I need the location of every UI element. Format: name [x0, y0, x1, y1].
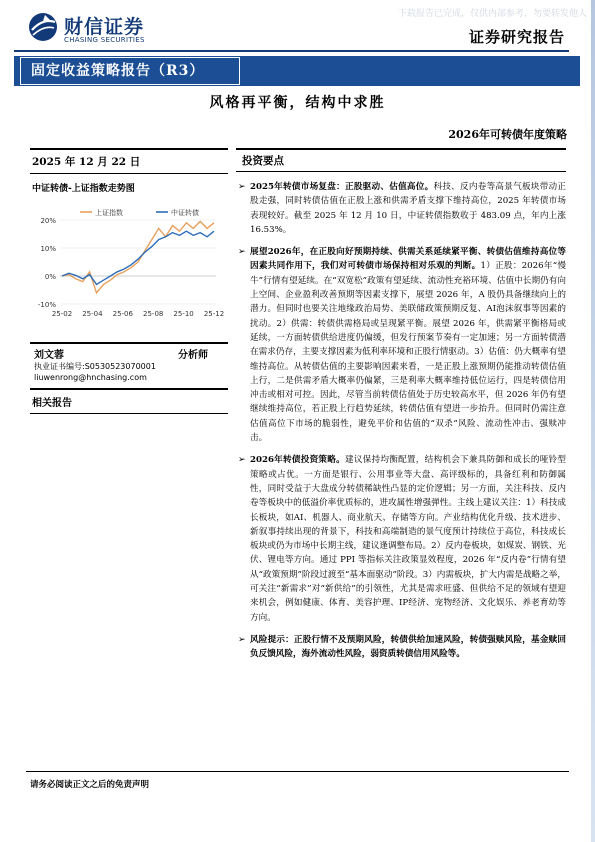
- divider: [30, 388, 228, 390]
- chart-title: 中证转债-上证指数走势图: [32, 184, 135, 194]
- footer-divider: [26, 771, 569, 772]
- divider: [30, 148, 228, 150]
- bullet-text: 正股行情不及预期风险，转债供给加速风险，转债强赎风险，基金赎回负反馈风险，海外流动性风险，弱资质转债信用风险等。: [250, 634, 566, 660]
- related-reports: [30, 388, 228, 414]
- x-tick-label: 25-02: [51, 310, 73, 318]
- arrow-bullet-icon: ➢: [238, 247, 246, 258]
- y-tick-label: 0%: [44, 273, 56, 281]
- summary-heading: 投资要点: [242, 155, 284, 167]
- x-tick-label: 25-04: [82, 310, 103, 318]
- company-name-en: CHASING SECURITIES: [64, 36, 145, 44]
- summary-bullet: [236, 633, 566, 662]
- watermark-text: 下载报告已完成，仅供内部参考，勿要转发他人: [397, 9, 587, 19]
- report-category-label: 固定收益策略报告（R3）: [20, 57, 240, 85]
- side-decoration-bar: [591, 0, 595, 842]
- bullet-lead: 展望2026年，在正股向好预期持续、供需关系延续紧平衡、转债估值维持高位等因素共同作用下，我们对可转债市场保持相对乐观的判断。: [250, 247, 566, 272]
- analyst-name: 刘文蓉: [34, 350, 64, 361]
- left-column: [30, 148, 228, 330]
- analyst-cert: 执业证书编号:S0530523070001: [34, 362, 156, 371]
- series-line-cbond: [62, 231, 214, 284]
- analyst-info: [30, 342, 228, 382]
- divider: [30, 173, 228, 174]
- header-divider: [14, 50, 569, 52]
- x-tick-label: 25-06: [112, 310, 133, 318]
- series-line-sse: [62, 221, 214, 292]
- y-tick-label: 10%: [40, 245, 56, 253]
- y-tick-label: 20%: [40, 217, 56, 225]
- divider: [30, 342, 228, 344]
- arrow-bullet-icon: ➢: [238, 455, 246, 466]
- x-tick-label: 25-10: [173, 310, 194, 318]
- report-subtitle: 2026年可转债年度策略: [448, 128, 567, 141]
- y-tick-label: -10%: [37, 301, 56, 309]
- disclaimer-link[interactable]: 请务必阅读正文之后的免责声明: [30, 780, 150, 790]
- bullet-text: 1）正股：2026年“慢牛”行情有望延续。在“双宽松”政策有望延续、流动性充裕环境、估值中长期仍有向上空间、企业盈利改善预期等因素支撑下，展望 2026 年，A 股仍具备继续向上的潜力。但同时也要关注地缘政治局势、美联储政策预期反复、AI泡沫叙事等因素的扰动。2）供需：转债供需格局或呈现紧平衡。展望 2026 年，供需紧平衡格局或延续，一方面转债供给进度仍偏缓，但发行预案节奏有一定加速；另一方面转债潜在需求仍存，主要支撑因素为低利率环境和正股行情驱动。3）估值：仍大概率有望维持高位。从转债估值的主要影响因素来看，一是正股上涨预期仍能推动转债估值上行，二是供需矛盾大概率仍偏紧，三是利率大概率维持低位运行，四是转债信用冲击或相对可控。因此，尽管当前转债估值处于历史较高水平，但 2026 年仍有望继续维持高位，若正股上行趋势延续，转债估值有望进一步抬升。但同时仍需注意估值高位下市场的脆弱性，避免平价和估值的“双杀”风险、流动性冲击、强赎冲击。: [250, 261, 566, 444]
- report-title: 风格再平衡，结构中求胜: [209, 95, 386, 111]
- trend-chart: [30, 200, 228, 330]
- summary-bullet: [236, 180, 566, 237]
- investment-summary: [236, 148, 566, 662]
- bullet-text: 建议保持均衡配置，结构机会下兼具防御和成长的哑铃型策略或占优。一方面是银行、公用事业等大盘、高评级标的，具备红利和防御属性，同时受益于大盘成分转债稀缺性凸显的定价逻辑；另一方面，关注科技、反内卷等板块中的低溢价率优质标的，进攻属性增强弹性。主线上建议关注：1）科技成长板块，如AI、机器人、商业航天、存储等方向。产业结构优化升级、技术进步、新叙事持续出现的背景下，科技和高端制造的景气度预计持续位于高位，科技成长板块或仍为市场中长期主线，建议逢调整布局。2）反内卷板块，如煤炭、钢铁、光伏、锂电等方向。通过 PPI 等指标关注政策显效程度，2026 年“反内卷”行情有望从“政策预期”阶段过渡至“基本面驱动”阶段。3）内需板块，扩大内需是战略之举，可关注“新需求”对“新供给”的引领性，尤其是需求旺盛、但供给不足的领域有望迎来机会，例如健康、体育、美容护理、IP经济、宠物经济、文化娱乐、养老育幼等方向。: [250, 455, 566, 623]
- analyst-role: 分析师: [178, 350, 208, 361]
- company-name: 财信证券: [64, 16, 145, 38]
- bullet-lead: 2025年转债市场复盘：正股驱动、估值高位。: [250, 182, 434, 192]
- bullet-text: 科技、反内卷等高景气板块带动正股走强，同时转债估值在正股上涨和供需矛盾支撑下维持高位，2025 年转债市场表现较好。截至 2025 年 12 月 10 日，中证转债指数收于 483.09 点，年内上涨 16.53%。: [250, 182, 566, 235]
- document-type: 证券研究报告: [468, 28, 565, 46]
- legend-label: 上证指数: [95, 209, 123, 217]
- analyst-email[interactable]: liuwenrong@hnchasing.com: [34, 373, 147, 382]
- summary-bullet: [236, 453, 566, 625]
- trend-chart-svg: [30, 200, 228, 330]
- x-tick-label: 25-08: [143, 310, 164, 318]
- logo-globe-icon: [28, 12, 58, 42]
- bullet-lead: 2026年转债投资策略。: [250, 455, 345, 466]
- arrow-bullet-icon: ➢: [238, 634, 246, 645]
- legend-label: 中证转债: [171, 209, 199, 217]
- report-category-banner: [14, 56, 580, 86]
- related-reports-title: 相关报告: [32, 398, 72, 409]
- x-tick-label: 25-12: [203, 310, 225, 318]
- analyst-header: [30, 346, 228, 360]
- report-date: 2025 年 12 月 22 日: [32, 156, 141, 168]
- summary-bullet: [236, 245, 566, 445]
- divider: [30, 413, 228, 414]
- company-logo: [28, 12, 158, 46]
- bullet-lead: 风险提示：: [250, 634, 294, 645]
- divider: [236, 171, 566, 172]
- divider: [236, 148, 566, 150]
- arrow-bullet-icon: ➢: [238, 182, 246, 192]
